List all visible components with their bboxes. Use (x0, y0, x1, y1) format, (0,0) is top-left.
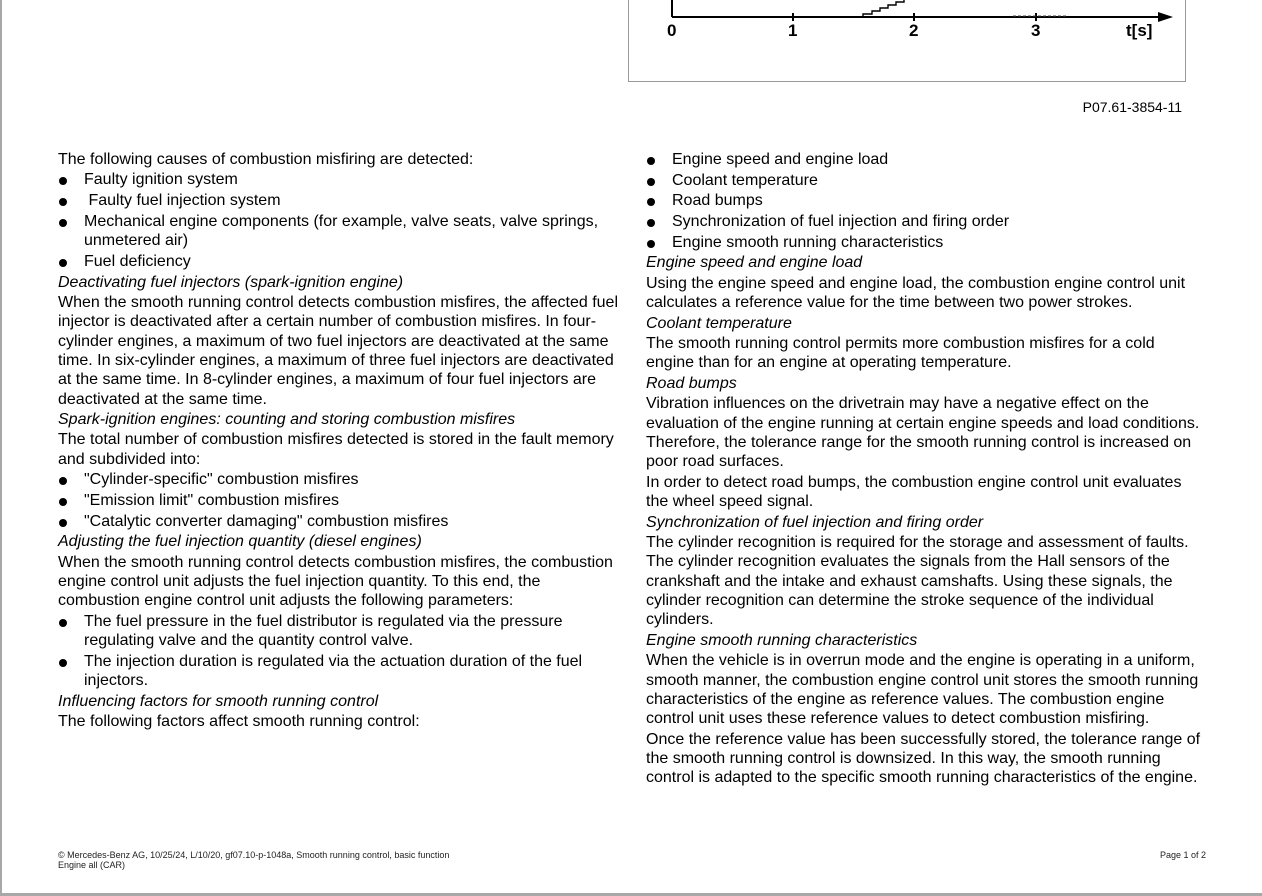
footer-line-2: Engine all (CAR) (58, 860, 126, 870)
section-text: In order to detect road bumps, the combustion engine control unit evaluates the wheel speed signal. (646, 473, 1182, 511)
section-text: When the smooth running control detects combustion misfires, the combustion engine control unit adjusts the fuel injection quantity. To this end, the combustion engine control unit adjusts the following parameters: (58, 553, 613, 610)
list-item (646, 233, 1206, 252)
list-item (646, 171, 1206, 190)
section-text: The total number of combustion misfires detected is stored in the fault memory and subdivided into: (58, 431, 614, 468)
bullet-icon (59, 619, 67, 627)
list-item-text: The fuel pressure in the fuel distributor is regulated via the pressure regulating valve and the quantity control valve. (84, 612, 563, 650)
tick-label-1: 1 (788, 21, 798, 40)
section-heading: Engine smooth running characteristics (646, 631, 918, 649)
bullet-icon (59, 659, 67, 667)
bullet-icon (59, 519, 67, 527)
list-item-text: Fuel deficiency (84, 252, 191, 270)
list-item-text: The injection duration is regulated via the actuation duration of the fuel injectors. (84, 652, 583, 690)
footer-line-1: © Mercedes-Benz AG, 10/25/24, L/10/20, gf07.10-p-1048a, Smooth running control, basic function (58, 850, 450, 860)
list-item (58, 612, 618, 651)
footer-copyright (58, 850, 449, 870)
bullet-icon (647, 240, 655, 248)
section-text: The smooth running control permits more combustion misfires for a cold engine than for an engine at operating temperature. (646, 335, 1155, 372)
list-item-text: "Emission limit" combustion misfires (84, 491, 339, 509)
list-item (58, 191, 618, 210)
tick-label-3: 3 (1031, 21, 1041, 40)
list-item-text: Faulty ignition system (84, 171, 238, 189)
list-item (58, 252, 618, 271)
section-text: When the vehicle is in overrun mode and the engine is operating in a uniform, smooth manner, the combustion engine control unit stores the smooth running characteristics of the engine as reference values. The combustion engine control unit uses these reference values to detect combustion misfiring. (646, 652, 1199, 728)
section-heading: Deactivating fuel injectors (spark-ignition engine) (58, 273, 404, 291)
list-item (58, 491, 618, 510)
figure-id: P07.61-3854-11 (1082, 99, 1182, 115)
list-item-text: "Cylinder-specific" combustion misfires (84, 471, 359, 489)
section-text: Vibration influences on the drivetrain may have a negative effect on the evaluation of the engine running at certain engine speeds and load conditions. Therefore, the tolerance range for the smooth running control is increased on poor road surfaces. (646, 395, 1200, 471)
section-heading: Road bumps (646, 374, 737, 392)
bullet-icon (647, 219, 655, 227)
tick-label-0: 0 (667, 21, 677, 40)
list-item-text: Faulty fuel injection system (84, 192, 281, 210)
time-axis-figure (628, 0, 1188, 45)
left-column (58, 150, 618, 733)
section-text: When the smooth running control detects combustion misfires, the affected fuel injector is deactivated after a certain number of combustion misfires. In four-cylinder engines, a maximum of two fuel injectors are deactivated at the same time. In six-cylinder engines, a maximum of three fuel injectors are deactivated at the same time. In 8-cylinder engines, a maximum of four fuel injectors are deactivated at the same time. (58, 294, 618, 408)
list-item (58, 170, 618, 189)
section-heading: Adjusting the fuel injection quantity (diesel engines) (58, 533, 422, 551)
list-item (646, 191, 1206, 210)
bullet-icon (59, 198, 67, 206)
parameters-list (58, 612, 618, 691)
list-item-text: Coolant temperature (672, 171, 818, 189)
section-heading: Influencing factors for smooth running control (58, 692, 379, 710)
list-item (58, 512, 618, 531)
x-axis-label: t[s] (1126, 21, 1153, 40)
list-item-text: Synchronization of fuel injection and firing order (672, 213, 1010, 231)
bullet-icon (647, 157, 655, 165)
section-heading: Spark-ignition engines: counting and storing combustion misfires (58, 410, 516, 428)
section-text: Once the reference value has been successfully stored, the tolerance range of the smooth running control is downsized. In this way, the smooth running control is adapted to the specific smooth running characteristics of the engine. (646, 730, 1201, 787)
bullet-icon (59, 498, 67, 506)
page-indicator: Page 1 of 2 (1160, 850, 1207, 860)
section-heading: Engine speed and engine load (646, 254, 863, 272)
section-heading: Coolant temperature (646, 314, 792, 332)
factors-list (646, 150, 1206, 252)
list-item-text: Engine smooth running characteristics (672, 233, 944, 251)
list-item-text: Road bumps (672, 192, 763, 210)
list-item-text: Mechanical engine components (for example, valve seats, valve springs, unmetered air) (84, 212, 599, 250)
section-text: The following factors affect smooth running control: (58, 713, 420, 731)
bullet-icon (59, 219, 67, 227)
misfire-types-list (58, 470, 618, 531)
bullet-icon (647, 178, 655, 186)
list-item-text: Engine speed and engine load (672, 151, 889, 168)
list-item (58, 470, 618, 489)
list-item (646, 212, 1206, 231)
list-item (646, 150, 1206, 169)
x-axis-arrow (1158, 12, 1173, 22)
bullet-icon (647, 198, 655, 206)
bullet-icon (59, 259, 67, 267)
list-item (58, 212, 618, 251)
bullet-icon (59, 477, 67, 485)
bullet-icon (59, 177, 67, 185)
section-text: The cylinder recognition is required for the storage and assessment of faults. The cylinder recognition evaluates the signals from the Hall sensors of the crankshaft and the intake and exhaust camshafts. Using these signals, the cylinder recognition can determine the stroke sequence of the individual cylinders. (646, 534, 1189, 629)
list-item-text: "Catalytic converter damaging" combustion misfires (84, 512, 449, 530)
tick-label-2: 2 (909, 21, 919, 40)
section-heading: Synchronization of fuel injection and firing order (646, 513, 984, 531)
list-item (58, 652, 618, 691)
causes-intro: The following causes of combustion misfiring are detected: (58, 151, 474, 168)
staircase-signal (863, 0, 904, 17)
section-text: Using the engine speed and engine load, the combustion engine control unit calculates a reference value for the time between two power strokes. (646, 274, 1186, 312)
causes-list (58, 170, 618, 271)
right-column (646, 150, 1206, 789)
